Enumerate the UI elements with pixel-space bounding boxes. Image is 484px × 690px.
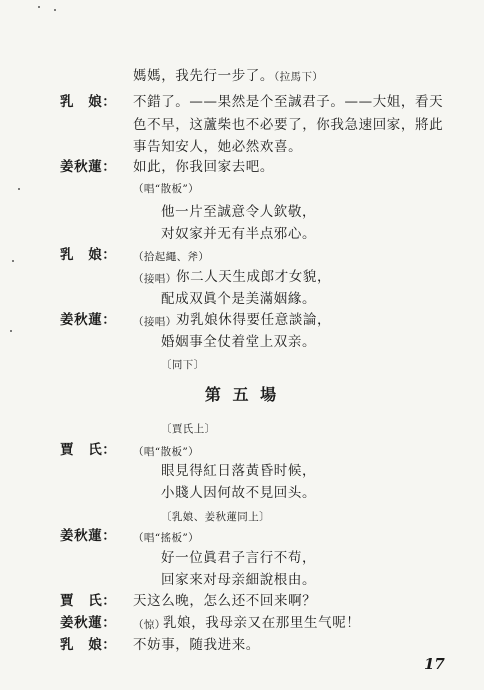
line-text: 对奴家并无有半点邪心。 — [161, 226, 317, 242]
ink-speck — [54, 9, 56, 11]
stage-direction: （接唱） — [133, 316, 177, 328]
stage-direction: 〔同下〕 — [161, 359, 205, 371]
line-text: 小賤人因何故不見回头。 — [161, 485, 317, 501]
speaker-label: 姜秋蓮： — [60, 159, 117, 175]
speaker-label: 乳 娘： — [60, 247, 117, 263]
speaker-label: 賈 氏： — [60, 442, 117, 458]
line-text: 婚姻事全仗着堂上双亲。 — [161, 334, 317, 350]
stage-direction: （惊） — [133, 619, 166, 631]
stage-direction: （唱“散板”） — [133, 446, 200, 458]
line-text: 劝乳娘休得要任意談論， — [176, 312, 332, 328]
stage-direction: 〔乳娘、姜秋蓮同上〕 — [161, 511, 270, 523]
stage-direction: （接唱） — [133, 273, 177, 285]
speaker-label: 姜秋蓮： — [60, 528, 117, 544]
speaker-label: 賈 氏： — [60, 593, 117, 609]
line-text: 配成双眞个是美滿姻緣。 — [161, 291, 317, 307]
ink-speck — [12, 260, 14, 262]
line-text: 如此，你我回家去吧。 — [133, 159, 274, 175]
stage-direction: （拾起繩、斧） — [133, 251, 210, 263]
ink-speck — [10, 330, 12, 332]
ink-speck — [18, 188, 20, 190]
speaker-label: 乳 娘： — [60, 637, 117, 653]
line-text: 不妨事，随我进来。 — [133, 637, 260, 653]
stage-direction: （拉馬下） — [274, 71, 324, 83]
line-text: 媽媽，我先行一步了。 — [133, 68, 274, 84]
line-text: 天这么晚，怎么还不回来啊？ — [133, 593, 317, 609]
line-text: 你二人天生成郎才女貌， — [176, 269, 332, 285]
line-text: 回家来对母亲細說根由。 — [161, 572, 317, 588]
stage-direction: （唱“搖板”） — [133, 532, 200, 544]
line-text: 事告知安人，她必然欢喜。 — [133, 139, 303, 155]
speaker-label: 姜秋蓮： — [60, 312, 117, 328]
ink-speck — [38, 6, 40, 8]
speaker-label: 姜秋蓮： — [60, 615, 117, 631]
line-text: 色不早，这蘆柴也不必要了，你我急速回家，將此 — [133, 117, 444, 133]
line-text: 乳娘，我母亲又在那里生气呢！ — [163, 615, 361, 631]
page-number: 17 — [424, 655, 445, 673]
line-text: 不錯了。——果然是个至誠君子。——大姐，看天 — [133, 94, 444, 110]
line-text: 他一片至誠意令人欽敬， — [161, 204, 317, 220]
line-text: 眼見得紅日落黃昏时候， — [161, 463, 317, 479]
line-text: 好一位眞君子言行不苟， — [161, 550, 317, 566]
stage-direction: 〔賈氏上〕 — [161, 423, 216, 435]
speaker-label: 乳 娘： — [60, 94, 117, 110]
scene-title: 第 五 場 — [204, 385, 280, 404]
stage-direction: （唱“散板”） — [133, 183, 200, 195]
